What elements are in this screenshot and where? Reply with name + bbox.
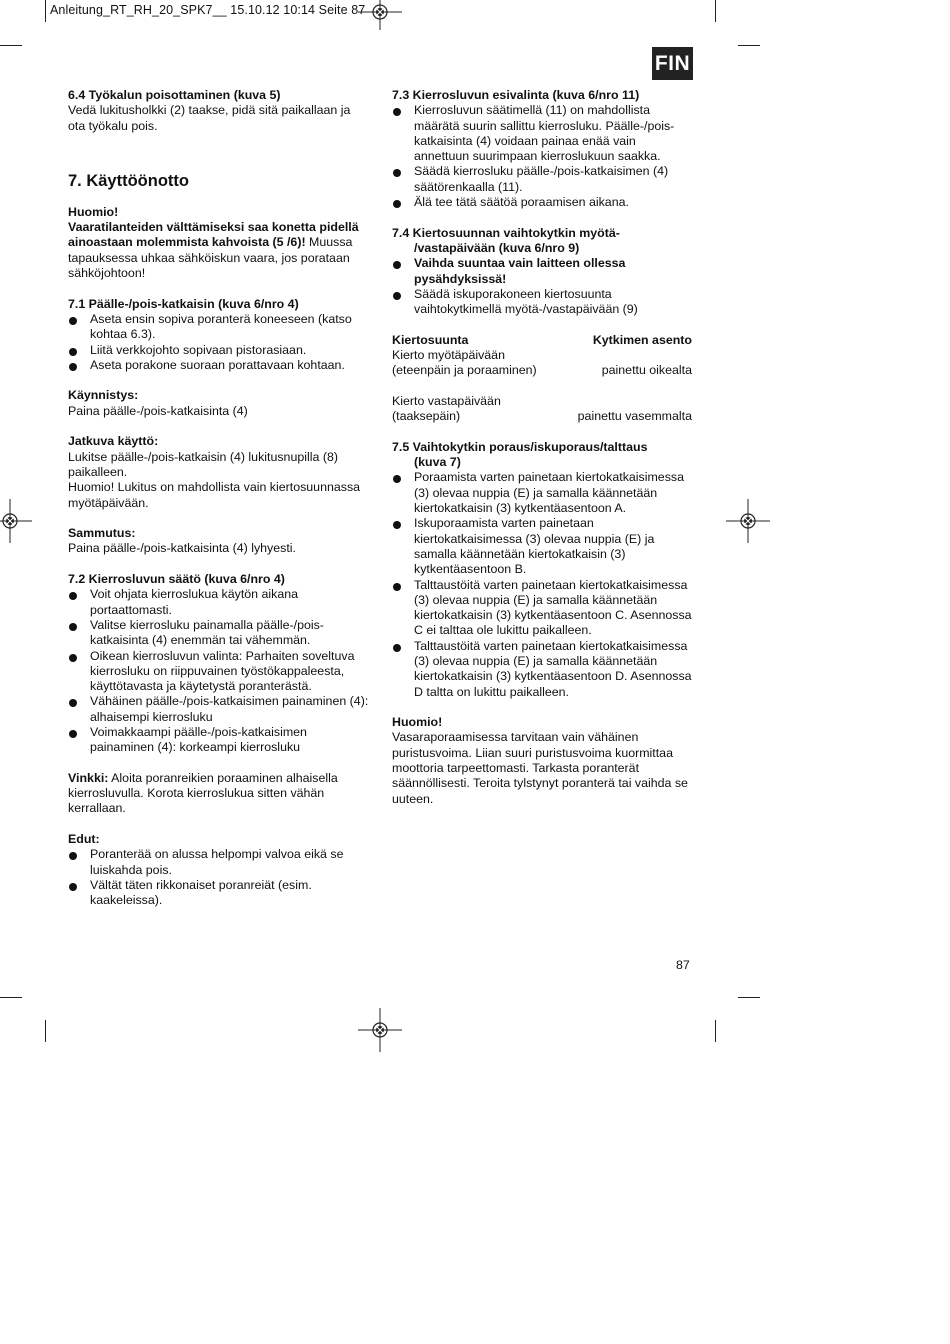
list-item: Aseta porakone suoraan porattavaan kohtaan.: [68, 358, 371, 373]
bullet-icon: [393, 475, 401, 483]
page-number: 87: [676, 958, 690, 972]
registration-mark-left: [0, 499, 32, 543]
section-7-5-list: [392, 470, 692, 699]
section-7-1-title: 7.1 Päälle-/pois-katkaisin (kuva 6/nro 4): [68, 296, 299, 311]
registration-mark-bottom: [358, 1008, 402, 1052]
bullet-icon: [69, 623, 77, 631]
bullet-icon: [69, 730, 77, 738]
huomio-paragraph: [68, 220, 371, 281]
bullet-icon: [393, 108, 401, 116]
crop-mark: [0, 997, 22, 998]
edut-title: Edut:: [68, 832, 100, 847]
list-item: Voit ohjata kierroslukua käytön aikana portaattomasti.: [68, 587, 371, 618]
list-item: Talttaustöitä varten painetaan kiertokatkaisimessa (3) olevaa nuppia (E) ja samalla käännetään kiertokatkaisin (3) kytkentäasentoon C. Asennossa C ei talttaa ole lukittu paikalleen.: [392, 578, 692, 639]
jatkuva-text: Lukitse päälle-/pois-katkaisin (4) lukitusnupilla (8) paikalleen.: [68, 449, 338, 479]
bullet-icon: [69, 592, 77, 600]
list-item: Säädä iskuporakoneen kiertosuunta vaihtokytkimellä myötä-/vastapäivään (9): [392, 287, 692, 318]
bullet-icon: [69, 699, 77, 707]
huomio2-title: Huomio!: [392, 715, 443, 730]
list-item: Säädä kierrosluku päälle-/pois-katkaisimen (4) säätörenkaalla (11).: [392, 164, 692, 195]
table-row: Kierto myötäpäivään (eteenpäin ja poraaminen) painettu oikealta: [392, 348, 692, 378]
bullet-icon: [69, 654, 77, 662]
crop-mark: [738, 45, 760, 46]
huomio-rest: Muussa tapauksessa uhkaa sähköiskun vaara, jos porataan sähköjohtoon!: [68, 235, 353, 281]
crop-mark: [715, 1020, 716, 1042]
right-column: [392, 88, 692, 807]
section-7-1-list: [68, 312, 371, 373]
left-column: [68, 88, 371, 909]
crop-mark: [715, 0, 716, 22]
bullet-icon: [393, 521, 401, 529]
huomio-title: Huomio!: [68, 204, 119, 219]
vinkki-label: Vinkki:: [68, 770, 109, 785]
jatkuva-title: Jatkuva käyttö:: [68, 434, 159, 449]
vinkki-paragraph: [68, 771, 371, 817]
list-item: Älä tee tätä säätöä poraamisen aikana.: [392, 195, 692, 210]
list-item: Iskuporaamista varten painetaan kiertokatkaisimessa (3) olevaa nuppia (E) ja samalla käännetään kiertokatkaisin (3) kytkentäasentoon B.: [392, 516, 692, 577]
list-item: Kierrosluvun säätimellä (11) on mahdollista määrätä suurin sallittu kierrosluku. Päälle-/pois-katkaisinta (4) voidaan painaa enää vain annettuun suurimpaan kierroslukuun saakka.: [392, 103, 692, 164]
kaynnistys-text: Paina päälle-/pois-katkaisinta (4): [68, 403, 248, 418]
edut-list: [68, 847, 371, 908]
section-7-3-list: [392, 103, 692, 210]
bullet-icon: [69, 363, 77, 371]
list-item: Talttaustöitä varten painetaan kiertokatkaisimessa (3) olevaa nuppia (E) ja samalla käännetään kiertokatkaisin (3) kytkentäasentoon D. Asennossa D taltta on lukittu paikalleen.: [392, 639, 692, 700]
vinkki-text: Aloita poranreikien poraaminen alhaisella kierrosluvulla. Korota kierroslukua sitten vähän kerrallaan.: [68, 770, 338, 816]
crop-mark: [45, 0, 46, 22]
table-header: [392, 333, 692, 348]
huomio-bold: Vaaratilanteiden välttämiseksi saa konetta pidellä ainoastaan molemmista kahvoista (5 /6)!: [68, 220, 359, 250]
list-item: Oikean kierrosluvun valinta: Parhaiten soveltuva kierrosluku on riippuvainen työstökappaleesta, käyttötavasta ja käytetystä poranterästä.: [68, 649, 371, 695]
section-7-3-title: 7.3 Kierrosluvun esivalinta (kuva 6/nro 11): [392, 88, 640, 102]
section-7-2-title: 7.2 Kierrosluvun säätö (kuva 6/nro 4): [68, 572, 285, 587]
crop-mark: [0, 45, 22, 46]
huomio2-text: Vasaraporaamisessa tarvitaan vain vähäinen puristusvoima. Liian suuri puristusvoima kuormittaa moottoria tarpeettomasti. Tarkasta poranterät säännöllisesti. Teroita tylstynyt poranterä tai vaihda se uuteen.: [392, 730, 688, 806]
crop-mark: [738, 997, 760, 998]
list-item: Vähäinen päälle-/pois-katkaisimen painaminen (4): alhaisempi kierrosluku: [68, 694, 371, 725]
list-item: Vältät täten rikkonaiset poranreiät (esim. kaakeleissa).: [68, 878, 371, 909]
kaynnistys-title: Käynnistys:: [68, 388, 139, 403]
bullet-icon: [393, 169, 401, 177]
list-item: Poranterää on alussa helpompi valvoa eikä se luiskahda pois.: [68, 847, 371, 878]
bullet-icon: [393, 583, 401, 591]
section-7-4-title: 7.4 Kiertosuunnan vaihtokytkin myötä- /vastapäivään (kuva 6/nro 9): [392, 225, 620, 255]
section-7-2-list: [68, 587, 371, 755]
bullet-icon: [69, 883, 77, 891]
bullet-icon: [69, 317, 77, 325]
registration-mark-right: [726, 499, 770, 543]
list-item: Aseta ensin sopiva poranterä koneeseen (katso kohtaa 6.3).: [68, 312, 371, 343]
section-7-title: 7. Käyttöönotto: [68, 171, 189, 190]
registration-mark-top: [358, 0, 402, 44]
direction-table: [392, 333, 692, 425]
list-item: Vaihda suuntaa vain laitteen ollessa pysähdyksissä!: [392, 256, 692, 287]
list-item: Liitä verkkojohto sopivaan pistorasiaan.: [68, 343, 371, 358]
sammutus-text: Paina päälle-/pois-katkaisinta (4) lyhyesti.: [68, 541, 296, 556]
list-item: Voimakkaampi päälle-/pois-katkaisimen painaminen (4): korkeampi kierrosluku: [68, 725, 371, 756]
list-item: Valitse kierrosluku painamalla päälle-/pois-katkaisinta (4) enemmän tai vähemmän.: [68, 618, 371, 649]
section-6-4-text: Vedä lukitusholkki (2) taakse, pidä sitä paikallaan ja ota työkalu pois.: [68, 103, 351, 133]
list-item: Poraamista varten painetaan kiertokatkaisimessa (3) olevaa nuppia (E) ja samalla käännetään kiertokatkaisin (3) kytkentäasentoon A.: [392, 470, 692, 516]
sammutus-title: Sammutus:: [68, 526, 136, 541]
section-6-4-title: 6.4 Työkalun poisottaminen (kuva 5): [68, 88, 281, 102]
bullet-icon: [393, 292, 401, 300]
table-row: Kierto vastapäivään (taaksepäin) painettu vasemmalta: [392, 393, 692, 424]
bullet-icon: [69, 348, 77, 356]
table-header-direction: Kiertosuunta: [392, 332, 469, 347]
crop-mark: [45, 1020, 46, 1042]
bullet-icon: [393, 261, 401, 269]
bullet-icon: [393, 200, 401, 208]
table-header-position: Kytkimen asento: [592, 332, 692, 347]
section-7-5-title: 7.5 Vaihtokytkin poraus/iskuporaus/talttaus (kuva 7): [392, 439, 648, 470]
print-slug: Anleitung_RT_RH_20_SPK7__ 15.10.12 10:14 Seite 87: [50, 3, 366, 17]
section-7-4-list: [392, 256, 692, 317]
bullet-icon: [393, 644, 401, 652]
jatkuva-note: Huomio! Lukitus on mahdollista vain kiertosuunnassa myötäpäivään.: [68, 480, 361, 510]
bullet-icon: [69, 852, 77, 860]
language-badge: FIN: [652, 47, 693, 80]
